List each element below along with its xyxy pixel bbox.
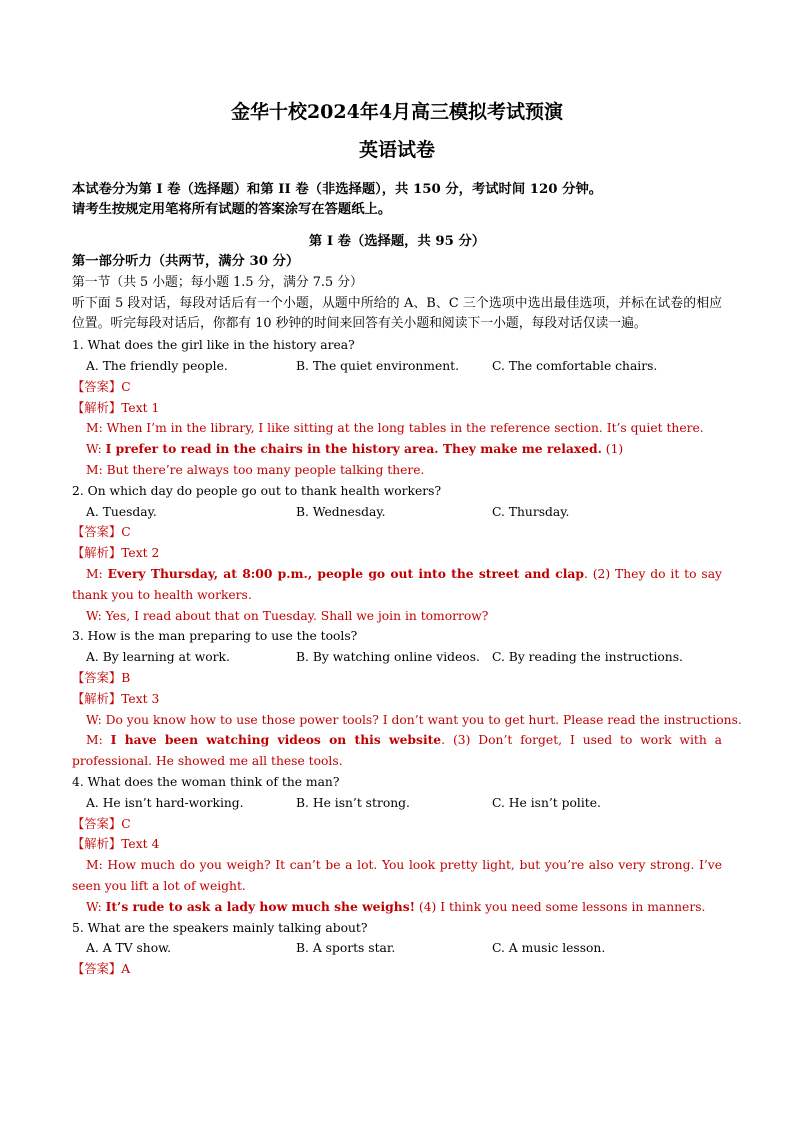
highlighted-evidence: I have been watching videos on this website [110, 732, 442, 748]
question-block [72, 918, 722, 980]
answer-label: 【答案】C [72, 525, 131, 540]
dialogue-tail: . (2) They do it to say thank you to health workers. [72, 566, 722, 602]
speaker-label: M: [86, 733, 111, 748]
option-row [72, 647, 722, 668]
option-b: B. A sports star. [296, 941, 396, 956]
option-row [72, 502, 722, 523]
option-b: B. The quiet environment. [296, 358, 459, 373]
dialogue-line [72, 564, 722, 606]
answer-label: 【答案】C [72, 816, 131, 831]
question-block [72, 626, 742, 772]
dialogue-tail: (4) I think you need some lessons in manners. [415, 899, 706, 914]
sub-section-title: 第一节（共 5 小题；每小题 1.5 分，满分 7.5 分） [72, 274, 363, 290]
question-text: 3. How is the man preparing to use the tools? [72, 629, 358, 644]
dialogue-line: M: How much do you weigh? It can’t be a lot. You look pretty light, but you’re also very strong. I’ve seen you lift a lot of weight. [72, 858, 722, 893]
listening-instructions: 听下面 5 段对话，每段对话后有一个小题，从题中所给的 A、B、C 三个选项中选出最佳选项，并标在试卷的相应位置。听完每段对话后，你都有 10 秒钟的时间来回答有关小题和阅读下一小题，每段对话仅读一遍。 [72, 295, 722, 332]
dialogue-tail: (1) [601, 442, 624, 457]
analysis-label: 【解析】Text 2 [72, 546, 160, 561]
option-a: A. By learning at work. [86, 650, 230, 665]
option-a: A. A TV show. [86, 941, 172, 956]
intro-line-1: 本试卷分为第 I 卷（选择题）和第 II 卷（非选择题），共 150 分，考试时间 120 分钟。 [72, 182, 603, 197]
part-title: 第一部分听力（共两节，满分 30 分） [72, 254, 300, 269]
answer-label: 【答案】C [72, 379, 131, 394]
dialogue-line: W: Yes, I read about that on Tuesday. Shall we join in tomorrow? [86, 608, 489, 623]
dialogue-line [72, 439, 722, 460]
speaker-label: W: [86, 899, 106, 914]
intro-line-2: 请考生按规定用笔将所有试题的答案涂写在答题纸上。 [72, 202, 392, 217]
highlighted-evidence: It’s rude to ask a lady how much she weighs! [105, 898, 416, 914]
analysis-label: 【解析】Text 4 [72, 837, 160, 852]
option-c: C. He isn’t polite. [492, 795, 601, 810]
option-b: B. By watching online videos. [296, 650, 480, 665]
question-block [72, 481, 722, 627]
speaker-label: W: [86, 442, 106, 457]
question-text: 1. What does the girl like in the history area? [72, 338, 355, 353]
option-c: C. The comfortable chairs. [492, 358, 658, 373]
option-a: A. The friendly people. [86, 358, 228, 373]
speaker-label: M: [86, 566, 108, 581]
question-text: 4. What does the woman think of the man? [72, 774, 340, 789]
answer-label: 【答案】A [72, 962, 131, 977]
analysis-label: 【解析】Text 1 [72, 400, 160, 415]
question-block [72, 335, 722, 481]
option-row [72, 356, 722, 377]
dialogue-line: M: When I’m in the library, I like sitting at the long tables in the reference section. It’s quiet there. [86, 421, 704, 436]
question-text: 5. What are the speakers mainly talking about? [72, 920, 368, 935]
option-a: A. He isn’t hard-working. [86, 795, 244, 810]
option-c: C. By reading the instructions. [492, 650, 683, 665]
dialogue-line [72, 730, 722, 772]
highlighted-evidence: I prefer to read in the chairs in the history area. They make me relaxed. [105, 441, 602, 457]
highlighted-evidence: Every Thursday, at 8:00 p.m., people go out into the street and clap [107, 565, 584, 581]
page-subtitle: 英语试卷 [358, 139, 435, 161]
option-c: C. Thursday. [492, 504, 570, 519]
exam-intro [72, 180, 722, 220]
option-row [72, 938, 722, 959]
dialogue-line [72, 897, 722, 918]
option-b: B. Wednesday. [296, 504, 386, 519]
dialogue-line: M: But there’re always too many people talking there. [86, 462, 425, 477]
option-a: A. Tuesday. [86, 504, 157, 519]
option-c: C. A music lesson. [492, 941, 606, 956]
dialogue-tail: . (3) Don’t forget, I used to work with a professional. He showed me all these tools. [72, 733, 722, 769]
analysis-label: 【解析】Text 3 [72, 691, 160, 706]
option-row [72, 793, 722, 814]
page-title: 金华十校2024年4月高三模拟考试预演 [230, 101, 564, 123]
volume-title: 第 I 卷（选择题，共 95 分） [308, 234, 486, 249]
document-page [72, 100, 742, 980]
question-text: 2. On which day do people go out to thank health workers? [72, 483, 442, 498]
answer-label: 【答案】B [72, 670, 131, 685]
question-block [72, 772, 722, 918]
dialogue-line: W: Do you know how to use those power tools? I don’t want you to get hurt. Please read the instructions. [86, 712, 742, 727]
option-b: B. He isn’t strong. [296, 795, 410, 810]
